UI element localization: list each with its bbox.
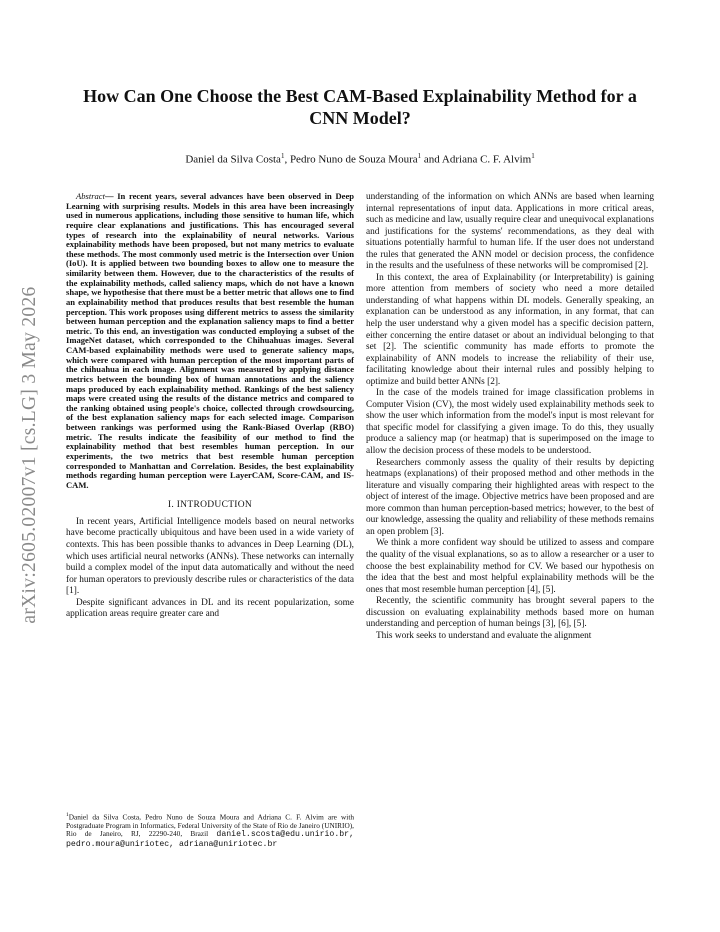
paper-title: How Can One Choose the Best CAM-Based Explainability Method for a CNN Model? — [83, 86, 637, 128]
author-line — [66, 149, 654, 167]
body-paragraph: This work seeks to understand and evaluate the alignment — [376, 630, 592, 641]
section-heading-introduction: I. INTRODUCTION — [167, 500, 253, 511]
body-paragraph: In this context, the area of Explainability (or Interpretability) is gaining more attention from members of society who need a more detailed understanding of what happens within DL models. Generally speaking, an explanation can be understood as any information, in any format, that can help the user understand why a given model has a specific decision pattern, either concerning the entire dataset or about an individual belonging to that set [2]. The scientific community has made efforts to promote the explainability of ANN models to increase the reliability of their use, facilitating knowledge about their internal rules and possibly helping to optimize and build better ANNs [2]. — [366, 272, 654, 387]
body-paragraph: In the case of the models trained for image classification problems in Computer Vision (CV), the most widely used explainability methods seek to show the user which information from the model's input is most relevant for that specific model for classifying a given image. To do this, they usually produce a saliency map (or heatmap) that is superimposed on the image to allow the decision process of these models to be understood. — [366, 388, 654, 457]
author-3: Adriana C. F. Alvim — [441, 153, 532, 166]
abstract-text: — In recent years, several advances have been observed in Deep Learning with surprising results. Models in this area have been increasingly used in numerous applications, including those sensitive to human life, which require clear explanations and justifications. This has encouraged several types of research into the explainability of neural networks. Various explainability methods have been proposed, but not many metrics to evaluate these methods. The most commonly used metric is the Intersection over Union (IoU). It is applied between two bounding boxes to allow one to measure the similarity between them. However, due to the characteristics of the results of the explainability methods, called saliency maps, which do not have a known shape, we hypothesise that there must be a better metric that allows one to find an explainability method that produces results that best resemble the human perception. This work proposes using different metrics to assess the similarity between human perception and the explanation saliency maps to find a better metric. To this end, an investigation was conducted employing a subset of the ImageNet dataset, which corresponded to the Chihuahuas images. Several CAM-based explainability methods were used to generate saliency maps, which were compared with human perception of the most important parts of the chihuahua in each image. Alignment was measured by applying distance metrics between the bounding box of human annotations and the saliency maps produced by each explainability method. Rankings of the best saliency maps were created using the results of the distance metrics and compared to the ranking obtained using people's choice, collected through crowdsourcing, of the best explanation saliency maps for each selected image. Comparison between rankings was performed using the Rank-Biased Overlap (RBO) metric. The results indicate the feasibility of our method to find the explainability method that best resembles human perception. In our experiments, the two metrics that best resemble human perception corresponded to Manhattan and Correlation. Besides, the best explainability methods regarding human perception were LayerCAM, Score-CAM, and IS-CAM. — [66, 191, 354, 490]
body-paragraph: In recent years, Artificial Intelligence models based on neural networks have become practically ubiquitous and have been used in a wide variety of contexts. This has been possible thanks to advances in Deep Learning (DL), which uses artificial neural networks (ANNs). These networks can internally build a complex model of the input data automatically and without the need for human operators to previously describe rules or characteristics of the data [1]. — [66, 516, 354, 597]
body-paragraph: understanding of the information on which ANNs are based when learning internal representations of input data. Applications in more critical areas, such as medicine and law, usually require clear and unequivocal explanations and justifications for the systems' recommendations, as they deal with situations potentially harmful to human life. If the user does not understand the rules that generated the ANN model or decision process, the confidence in the results and the usefulness of these networks will be compromised [2]. — [366, 192, 654, 272]
author-2-affil: 1 — [417, 152, 422, 160]
author-2: Pedro Nuno de Souza Moura — [289, 153, 418, 166]
left-column — [66, 192, 354, 621]
abstract-label: Abstract — [76, 191, 105, 201]
right-column — [366, 192, 654, 642]
body-paragraph: Despite significant advances in DL and its recent popularization, some application areas require greater care and — [66, 597, 354, 620]
abstract — [66, 192, 354, 490]
body-paragraph: We think a more confident way should be utilized to assess and compare the quality of the visual explanations, so as to allow a researcher or a user to choose the best explainability method for CV. We based our hypothesis on the idea that the best and most helpful explainability methods will be the ones that most resemble human perception [4], [5]. — [366, 538, 654, 595]
author-1-affil: 1 — [280, 152, 285, 160]
author-separator: and — [421, 153, 442, 166]
footnote-emails: daniel.scosta@edu.unirio.br, pedro.moura@uniriotec, adriana@uniriotec.br — [66, 830, 354, 849]
footnote-text: Daniel da Silva Costa, Pedro Nuno de Souza Moura and Adriana C. F. Alvim are with Postgraduate Program in Informatics, Federal University of the State of Rio de Janeiro (UNIRIO), Rio de Janeiro, RJ, 22290-240, Brazil — [66, 812, 354, 839]
body-paragraph: Researchers commonly assess the quality of their results by depicting heatmaps (explanations) of their proposed method and other methods in the literature and visually comparing their highlighted areas with respect to the object of interest of the image. Objective metrics have been proposed and are more common than human perception-based metrics; however, to the best of our knowledge, assessing the quality and reliability of these methods remains an open problem [3]. — [366, 457, 654, 537]
affiliation-footnote — [66, 811, 354, 849]
arxiv-stamp — [8, 0, 52, 932]
author-separator: , — [284, 153, 290, 166]
footnote-mark: 1 — [66, 812, 69, 818]
author-1: Daniel da Silva Costa — [185, 153, 281, 166]
body-paragraph: Recently, the scientific community has brought several papers to the discussion on evaluating explainability methods based more on human understanding and perception of human beings [3], [6], [5]. — [366, 596, 654, 630]
author-3-affil: 1 — [531, 152, 535, 160]
arxiv-stamp-text: arXiv:2605.02007v1 [cs.LG] 3 May 2026 — [19, 286, 40, 624]
